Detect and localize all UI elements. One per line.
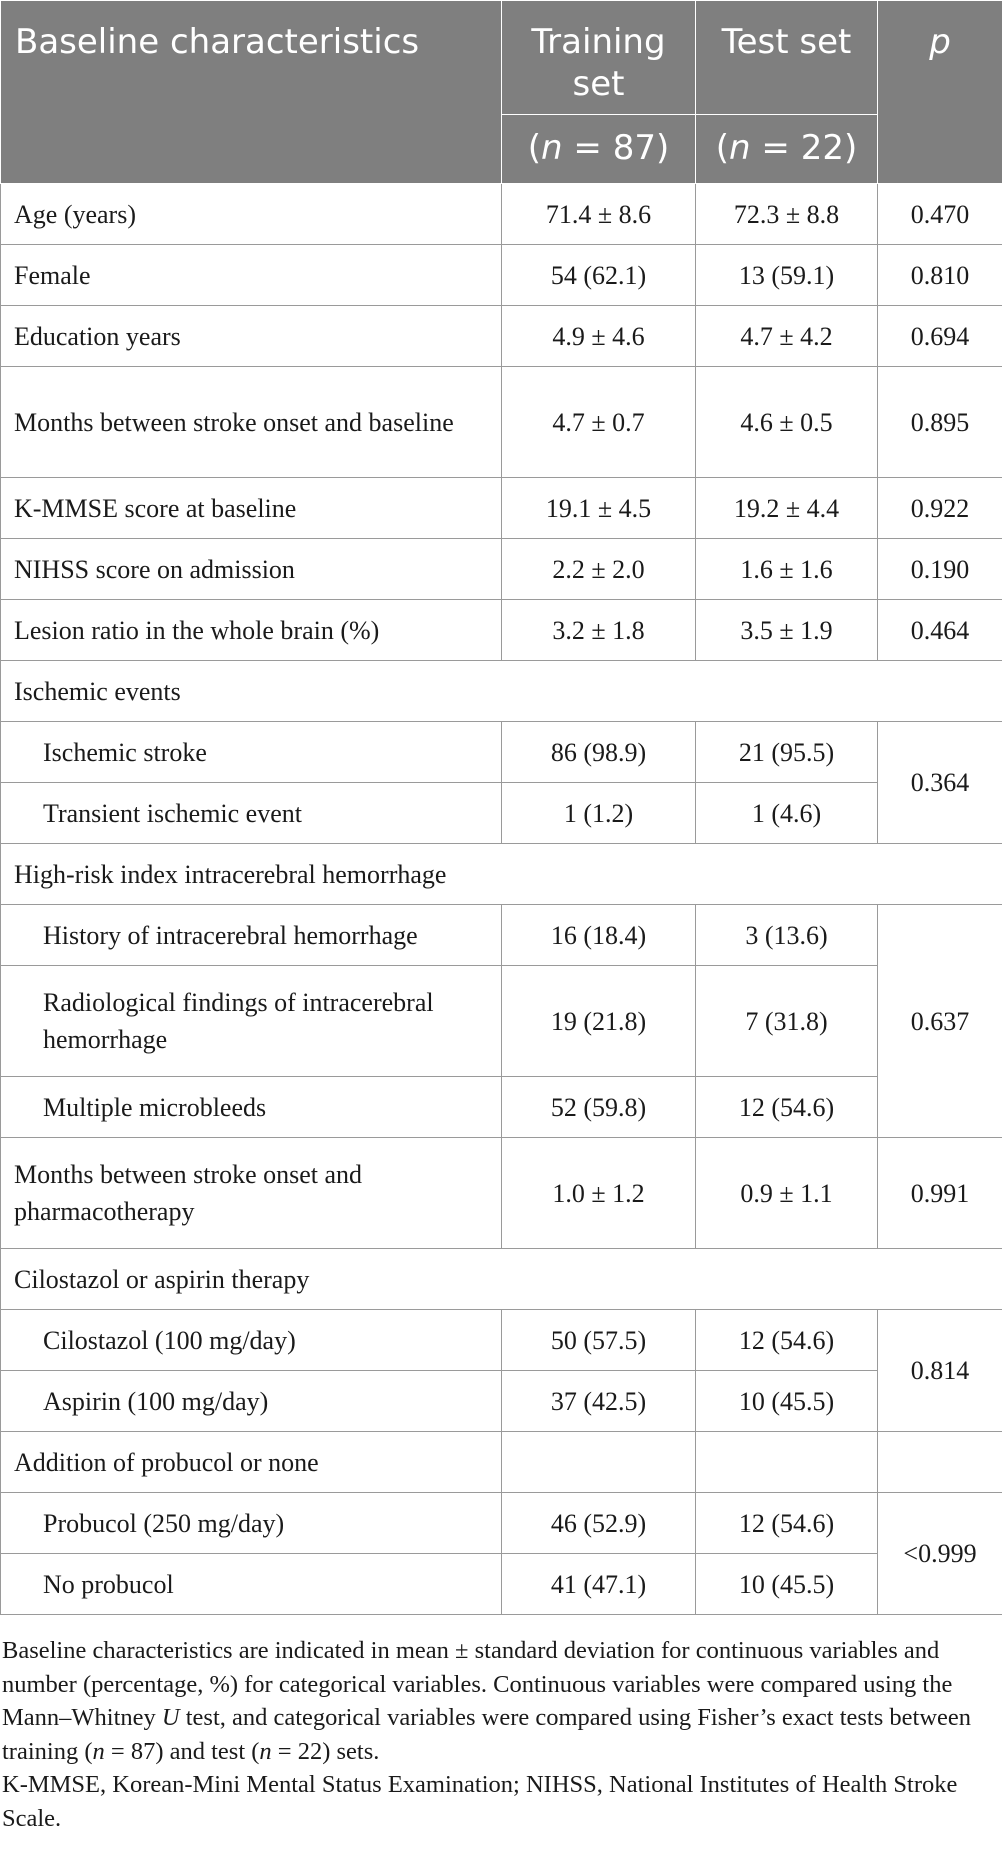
- test-value: 12 (54.6): [696, 1493, 878, 1554]
- section-row: [1, 844, 1002, 905]
- training-value: 2.2 ± 2.0: [502, 539, 696, 600]
- section-label: Ischemic events: [1, 661, 1002, 722]
- p-value: 0.694: [878, 306, 1002, 367]
- row-label: Female: [1, 245, 502, 306]
- test-value: 19.2 ± 4.4: [696, 478, 878, 539]
- header-training-set: Training set: [502, 1, 696, 115]
- header-p-value: p: [878, 1, 1002, 184]
- row-label: Cilostazol (100 mg/day): [1, 1310, 502, 1371]
- training-value: 50 (57.5): [502, 1310, 696, 1371]
- row-label: Education years: [1, 306, 502, 367]
- table-row: [1, 722, 1002, 783]
- test-value: 4.6 ± 0.5: [696, 367, 878, 478]
- row-label: Lesion ratio in the whole brain (%): [1, 600, 502, 661]
- training-value: 86 (98.9): [502, 722, 696, 783]
- section-label: High-risk index intracerebral hemorrhage: [1, 844, 1002, 905]
- p-value: 0.190: [878, 539, 1002, 600]
- header-baseline-characteristics: Baseline characteristics: [1, 1, 502, 184]
- training-value: 4.9 ± 4.6: [502, 306, 696, 367]
- section-row: [1, 661, 1002, 722]
- p-value: 0.814: [878, 1310, 1002, 1432]
- test-value: 4.7 ± 4.2: [696, 306, 878, 367]
- table-row: [1, 905, 1002, 966]
- test-value: 1.6 ± 1.6: [696, 539, 878, 600]
- row-label: K-MMSE score at baseline: [1, 478, 502, 539]
- row-label: No probucol: [1, 1554, 502, 1615]
- p-value: 0.470: [878, 184, 1002, 245]
- footnote-abbreviations: K-MMSE, Korean-Mini Mental Status Examination; NIHSS, National Institutes of Health Stroke Scale.: [2, 1771, 958, 1832]
- test-value: 13 (59.1): [696, 245, 878, 306]
- training-value: 1 (1.2): [502, 783, 696, 844]
- row-label: Radiological findings of intracerebral hemorrhage: [1, 966, 502, 1077]
- section-label: Addition of probucol or none: [1, 1432, 502, 1493]
- table-row: [1, 1493, 1002, 1554]
- table-row: [1, 1138, 1002, 1249]
- row-label: Months between stroke onset and pharmacotherapy: [1, 1138, 502, 1249]
- section-row: [1, 1432, 1002, 1493]
- table-footnotes: [0, 1634, 992, 1835]
- section-label: Cilostazol or aspirin therapy: [1, 1249, 1002, 1310]
- test-value: 7 (31.8): [696, 966, 878, 1077]
- section-row: [1, 1249, 1002, 1310]
- empty-cell: [696, 1432, 878, 1493]
- test-value: 12 (54.6): [696, 1310, 878, 1371]
- test-value: 0.9 ± 1.1: [696, 1138, 878, 1249]
- table-row: [1, 184, 1002, 245]
- training-value: 3.2 ± 1.8: [502, 600, 696, 661]
- p-value: 0.991: [878, 1138, 1002, 1249]
- row-label: Age (years): [1, 184, 502, 245]
- row-label: Transient ischemic event: [1, 783, 502, 844]
- table-row: [1, 367, 1002, 478]
- header-test-n: (n = 22): [696, 115, 878, 184]
- training-value: 52 (59.8): [502, 1077, 696, 1138]
- training-value: 4.7 ± 0.7: [502, 367, 696, 478]
- training-value: 19.1 ± 4.5: [502, 478, 696, 539]
- test-value: 1 (4.6): [696, 783, 878, 844]
- training-value: 41 (47.1): [502, 1554, 696, 1615]
- p-value: 0.922: [878, 478, 1002, 539]
- training-value: 19 (21.8): [502, 966, 696, 1077]
- header-test-set: Test set: [696, 1, 878, 115]
- table-row: [1, 1310, 1002, 1371]
- row-label: Aspirin (100 mg/day): [1, 1371, 502, 1432]
- row-label: Probucol (250 mg/day): [1, 1493, 502, 1554]
- empty-cell: [502, 1432, 696, 1493]
- test-value: 10 (45.5): [696, 1554, 878, 1615]
- test-value: 72.3 ± 8.8: [696, 184, 878, 245]
- table-row: [1, 306, 1002, 367]
- test-value: 12 (54.6): [696, 1077, 878, 1138]
- table-row: [1, 600, 1002, 661]
- row-label: History of intracerebral hemorrhage: [1, 905, 502, 966]
- training-value: 16 (18.4): [502, 905, 696, 966]
- empty-cell: [878, 1432, 1002, 1493]
- row-label: Months between stroke onset and baseline: [1, 367, 502, 478]
- table-row: [1, 478, 1002, 539]
- table-row: [1, 1554, 1002, 1615]
- test-value: 21 (95.5): [696, 722, 878, 783]
- training-value: 37 (42.5): [502, 1371, 696, 1432]
- table-row: [1, 966, 1002, 1077]
- test-value: 10 (45.5): [696, 1371, 878, 1432]
- p-value: 0.895: [878, 367, 1002, 478]
- p-value: 0.810: [878, 245, 1002, 306]
- p-value: <0.999: [878, 1493, 1002, 1615]
- table-row: [1, 539, 1002, 600]
- p-value: 0.637: [878, 905, 1002, 1138]
- training-value: 71.4 ± 8.6: [502, 184, 696, 245]
- p-value: 0.364: [878, 722, 1002, 844]
- table-row: [1, 1371, 1002, 1432]
- footnote-methods: Baseline characteristics are indicated in mean ± standard deviation for continuous variables and number (percentage, %) for categorical variables. Continuous variables were compared using the Mann–Whitney U test, and categorical variables were compared using Fisher’s exact tests between training (n = 87) and test (n = 22) sets.: [2, 1637, 972, 1765]
- table-row: [1, 1077, 1002, 1138]
- table-row: [1, 783, 1002, 844]
- p-value: 0.464: [878, 600, 1002, 661]
- test-value: 3.5 ± 1.9: [696, 600, 878, 661]
- table-row: [1, 245, 1002, 306]
- row-label: Multiple microbleeds: [1, 1077, 502, 1138]
- header-training-n: (n = 87): [502, 115, 696, 184]
- row-label: NIHSS score on admission: [1, 539, 502, 600]
- row-label: Ischemic stroke: [1, 722, 502, 783]
- training-value: 1.0 ± 1.2: [502, 1138, 696, 1249]
- training-value: 46 (52.9): [502, 1493, 696, 1554]
- training-value: 54 (62.1): [502, 245, 696, 306]
- test-value: 3 (13.6): [696, 905, 878, 966]
